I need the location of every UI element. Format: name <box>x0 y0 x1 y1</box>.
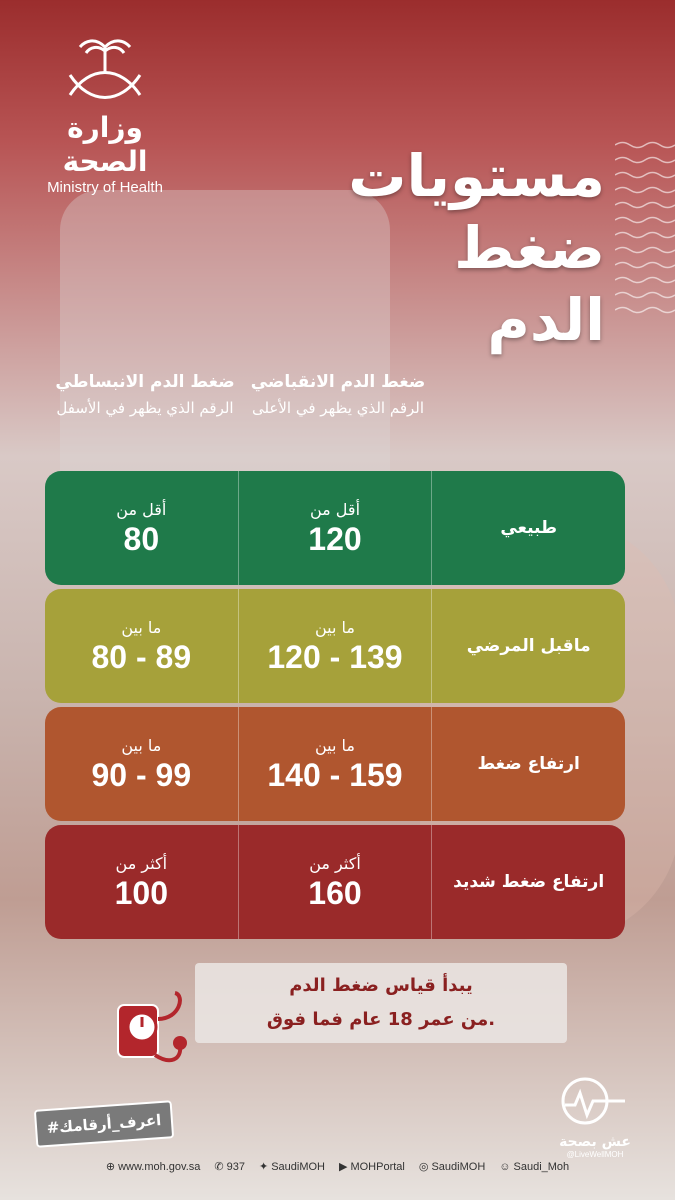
page-title <box>325 140 605 356</box>
youtube-icon: ▶ <box>338 1161 348 1173</box>
diastolic-label: أقل من <box>116 499 167 519</box>
globe-icon: ⊕ <box>105 1161 116 1173</box>
diastolic-label: ما بين <box>121 617 162 637</box>
ministry-name-en: Ministry of Health <box>47 179 163 196</box>
systolic-label: ما بين <box>314 735 355 755</box>
systolic-label: أكثر من <box>309 853 361 873</box>
category-cell <box>431 589 625 703</box>
palm-swords-icon <box>60 35 150 105</box>
category-label: ماقبل المرضي <box>466 636 591 656</box>
diastolic-subtext: الرقم الذي يظهر في الأسفل <box>56 399 234 417</box>
systolic-label: أقل من <box>309 499 361 519</box>
systolic-heading: ضغط الدم الانقباضي <box>250 372 426 392</box>
footer-phone-label: 937 <box>226 1160 245 1173</box>
category-cell <box>431 471 625 585</box>
blood-pressure-monitor-icon <box>110 985 195 1075</box>
systolic-value: 160 <box>308 874 362 911</box>
diastolic-heading: ضغط الدم الانبساطي <box>55 372 235 392</box>
diastolic-label: أكثر من <box>115 853 168 873</box>
diastolic-cell <box>45 707 238 821</box>
footer-links <box>0 1160 675 1173</box>
systolic-cell <box>238 589 432 703</box>
category-label: طبيعي <box>500 518 557 538</box>
diastolic-column-header <box>55 372 235 418</box>
footer-snapchat-label: Saudi_Moh <box>513 1160 570 1173</box>
title-line-2: ضغط <box>454 214 605 282</box>
live-well-logo <box>555 1075 635 1159</box>
diastolic-value: 80 <box>123 520 160 557</box>
category-label: ارتفاع ضغط <box>477 754 580 774</box>
diastolic-cell <box>45 825 238 939</box>
footer-instagram-label: SaudiMOH <box>431 1160 486 1173</box>
diastolic-value: 90 - 99 <box>91 756 192 793</box>
diastolic-value: 80 - 89 <box>91 638 192 675</box>
systolic-cell <box>238 825 432 939</box>
live-well-brand-icon <box>555 1075 635 1130</box>
instagram-icon: ◎ <box>418 1161 429 1173</box>
systolic-value: 120 <box>308 520 362 557</box>
title-line-1: مستويات <box>348 142 605 210</box>
wave-decoration-icon <box>615 140 675 315</box>
category-cell <box>431 707 625 821</box>
brand-text: عش بصحة <box>559 1134 631 1150</box>
category-cell <box>431 825 625 939</box>
phone-icon: ✆ <box>214 1161 224 1173</box>
footer-web[interactable] <box>106 1160 201 1173</box>
systolic-cell <box>238 471 432 585</box>
snapchat-icon: ☺ <box>499 1160 511 1173</box>
diastolic-cell <box>45 589 238 703</box>
footer-snapchat[interactable] <box>499 1160 569 1173</box>
ministry-name-ar: وزارة الصحة <box>62 111 148 178</box>
age-note <box>195 963 567 1043</box>
systolic-cell <box>238 707 432 821</box>
systolic-value: 140 - 159 <box>267 756 403 793</box>
table-row <box>45 707 625 821</box>
table-row <box>45 589 625 703</box>
ministry-logo <box>30 35 180 197</box>
note-line-2: من عمر 18 عام فما فوق. <box>266 1009 496 1030</box>
footer-phone[interactable] <box>214 1160 245 1173</box>
systolic-subtext: الرقم الذي يظهر في الأعلى <box>251 399 425 417</box>
diastolic-label: ما بين <box>121 735 162 755</box>
category-label: ارتفاع ضغط شديد <box>453 872 605 892</box>
diastolic-cell <box>45 471 238 585</box>
footer-twitter-label: SaudiMOH <box>271 1160 325 1173</box>
footer-youtube[interactable] <box>339 1160 405 1173</box>
systolic-column-header <box>248 372 428 418</box>
systolic-label: ما بين <box>314 617 355 637</box>
table-row <box>45 471 625 585</box>
title-line-3: الدم <box>487 286 605 354</box>
footer-twitter[interactable] <box>259 1160 325 1173</box>
hashtag-badge: #اعرف_أرقامك <box>34 1100 174 1148</box>
footer-youtube-label: MOHPortal <box>350 1160 405 1173</box>
note-line-1: يبدأ قياس ضغط الدم <box>289 975 473 996</box>
brand-handle: @LiveWellMOH <box>566 1150 624 1159</box>
diastolic-value: 100 <box>114 874 169 911</box>
footer-web-label: www.moh.gov.sa <box>118 1160 201 1173</box>
twitter-icon: ✦ <box>258 1161 269 1173</box>
table-row <box>45 825 625 939</box>
systolic-value: 120 - 139 <box>267 638 403 675</box>
footer-instagram[interactable] <box>419 1160 485 1173</box>
